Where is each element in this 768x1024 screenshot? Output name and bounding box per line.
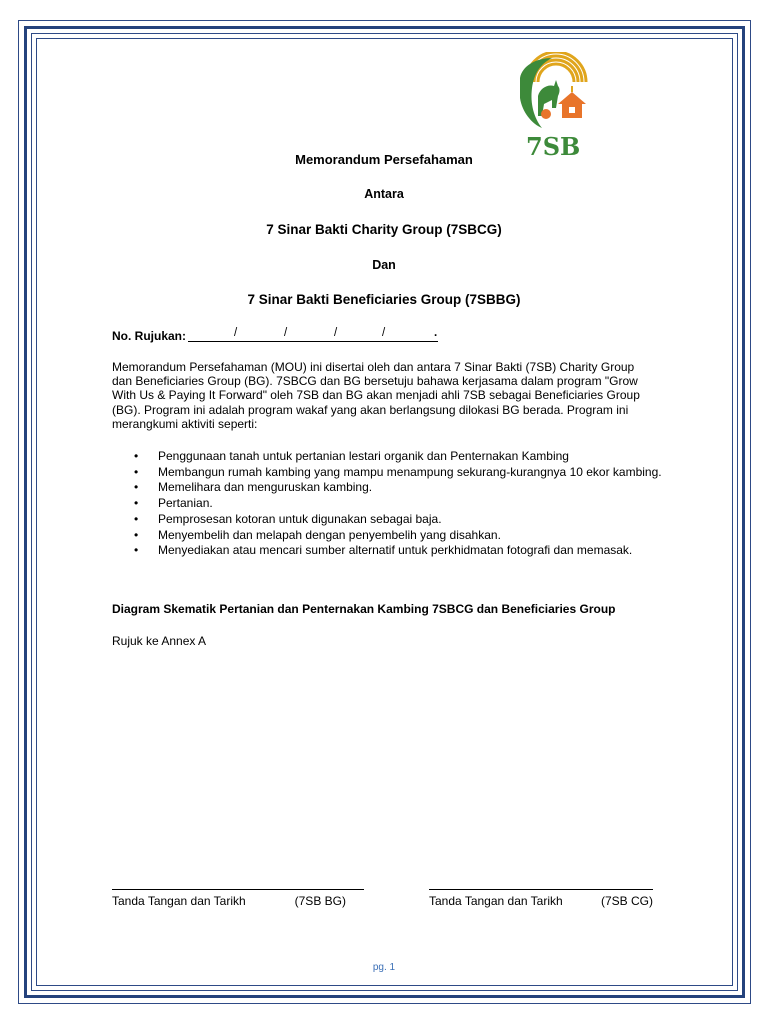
- logo-text: 7SB: [526, 132, 581, 161]
- title-party-one: 7 Sinar Bakti Charity Group (7SBCG): [266, 222, 502, 237]
- title-dan: Dan: [372, 258, 396, 272]
- activity-list: [112, 449, 672, 559]
- reference-end: .: [434, 327, 438, 339]
- list-item: [112, 543, 672, 557]
- signature-label: Tanda Tangan dan Tarikh: [112, 894, 246, 908]
- reference-separator: /: [234, 327, 238, 339]
- reference-separator: /: [334, 327, 338, 339]
- reference-separator: /: [284, 327, 288, 339]
- list-item: [112, 512, 672, 526]
- title-party-two: 7 Sinar Bakti Beneficiaries Group (7SBBG): [247, 292, 521, 307]
- 7sb-logo: [512, 52, 594, 162]
- bullet: •: [134, 496, 139, 511]
- bullet: •: [134, 543, 139, 558]
- annex-reference: Rujuk ke Annex A: [112, 634, 207, 648]
- signature-party: (7SB CG): [600, 894, 653, 908]
- bullet: •: [134, 464, 139, 479]
- signature-block-cg: [429, 889, 653, 908]
- bullet: •: [134, 527, 139, 542]
- list-item-text: Membangun rumah kambing yang mampu menampung sekurang-kurangnya 10 ekor kambing.: [158, 464, 662, 479]
- list-item-text: Menyembelih dan melapah dengan penyembelih yang disahkan.: [158, 527, 501, 542]
- intro-paragraph: Memorandum Persefahaman (MOU) ini disertai oleh dan antara 7 Sinar Bakti (7SB) Charity Group dan Beneficiaries Group (BG). 7SBCG dan BG bersetuju bahawa kerjasama dalam program "Grow With Us & Paying It Forward" oleh 7SB dan BG akan menjadi ahli 7SB sebagai Beneficiaries Group (BG). Program ini adalah program wakaf yang akan berlangsung dilokasi BG berada. Program ini merangkumi aktiviti seperti:: [112, 360, 640, 431]
- diagram-heading: Diagram Skematik Pertanian dan Penternakan Kambing 7SBCG dan Beneficiaries Group: [112, 602, 616, 616]
- list-item-text: Menyediakan atau mencari sumber alternatif untuk perkhidmatan fotografi dan memasak.: [158, 543, 633, 558]
- list-item-text: Memelihara dan menguruskan kambing.: [158, 480, 373, 495]
- list-item: [112, 449, 672, 463]
- list-item-text: Pertanian.: [158, 496, 213, 511]
- list-item: [112, 465, 672, 479]
- title-antara: Antara: [364, 187, 404, 201]
- bullet: •: [134, 511, 139, 526]
- list-item-text: Pemprosesan kotoran untuk digunakan sebagai baja.: [158, 511, 442, 526]
- reference-number: [112, 327, 438, 343]
- list-item: [112, 528, 672, 542]
- reference-blank-line: [188, 329, 438, 342]
- signature-party: (7SB BG): [294, 894, 346, 908]
- list-item-text: Penggunaan tanah untuk pertanian lestari organik dan Penternakan Kambing: [158, 449, 569, 463]
- bullet: •: [134, 449, 139, 463]
- signature-block-bg: [112, 889, 364, 908]
- signature-label: Tanda Tangan dan Tarikh: [429, 894, 563, 908]
- reference-separator: /: [382, 327, 386, 339]
- page-number: pg. 1: [372, 962, 396, 973]
- document-title: Memorandum Persefahaman: [295, 152, 473, 167]
- list-item: [112, 480, 672, 494]
- bullet: •: [134, 480, 139, 495]
- reference-label: No. Rujukan:: [112, 329, 186, 343]
- list-item: [112, 496, 672, 510]
